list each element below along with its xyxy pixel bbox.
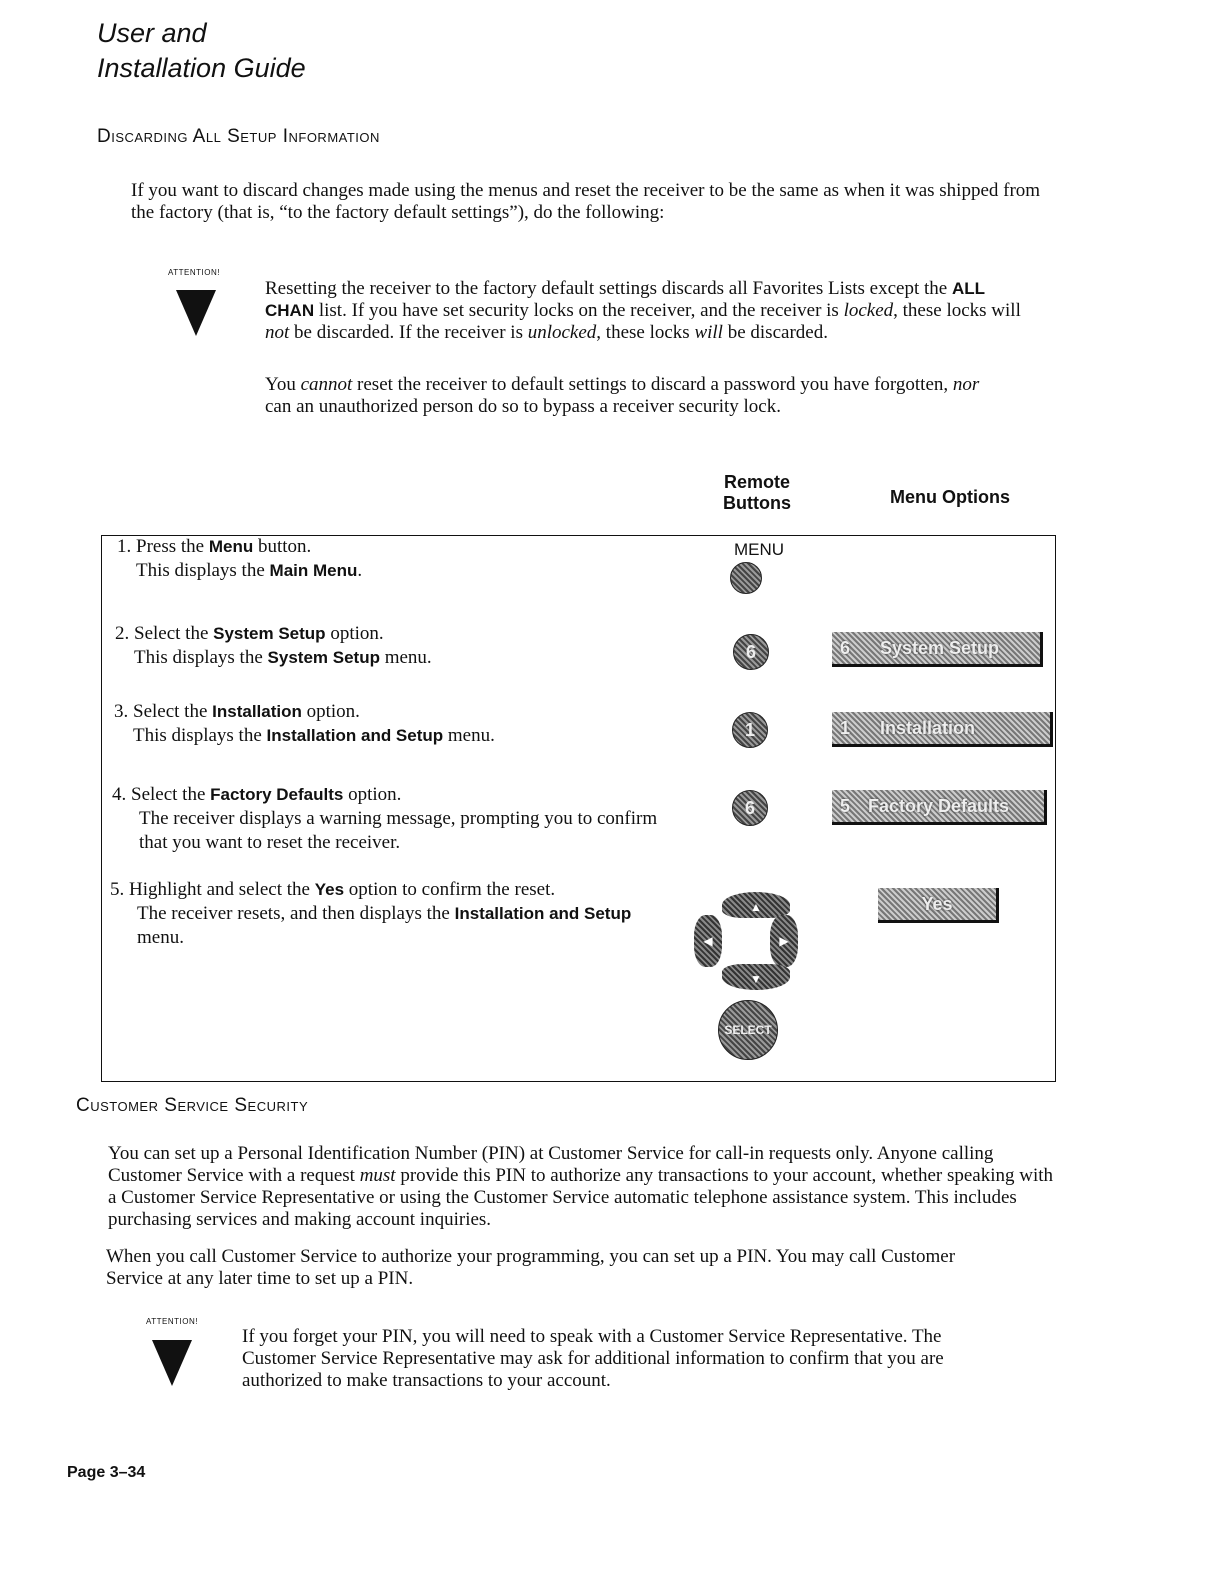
- menu-option-installation[interactable]: 1 Installation: [832, 712, 1053, 747]
- warning-icon: [176, 290, 216, 336]
- remote-button-factory[interactable]: 6: [732, 790, 768, 826]
- arrow-up-button[interactable]: ▲: [722, 892, 790, 918]
- menu-option-yes[interactable]: Yes: [878, 888, 999, 923]
- header-line-2: Installation Guide: [97, 53, 306, 83]
- attention-label: ATTENTION!: [168, 268, 220, 277]
- select-button[interactable]: SELECT: [718, 1000, 778, 1060]
- arrow-down-button[interactable]: ▼: [722, 964, 790, 990]
- menu-button-label: MENU: [734, 540, 785, 559]
- step-3: 3. Select the Installation option. This displays the Installation and Setup menu.: [114, 701, 495, 746]
- cs-paragraph-2: When you call Customer Service to authorize your programming, you can set up a PIN. You may call Customer Service at any later time to set up a PIN.: [106, 1246, 956, 1289]
- attention-text-2: You cannot reset the receiver to default settings to discard a password you have forgotten, nor can an unauthorized person do so to bypass a receiver security lock.: [265, 374, 980, 417]
- remote-button-1[interactable]: 1: [732, 712, 768, 748]
- cs-paragraph-1: You can set up a Personal Identification Number (PIN) at Customer Service for call-in requests only. Anyone calling Customer Service with a request must provide this PIN to authorize any transactions to your account, whether speaking with a Customer Service Representative or using the Customer Service automatic telephone assistance system. This includes purchasing services and making account inquiries.: [108, 1143, 1054, 1230]
- remote-button-6[interactable]: 6: [733, 634, 769, 670]
- step-4: 4. Select the Factory Defaults option. The receiver displays a warning message, prompting you to confirm that you want to reset the receiver.: [112, 784, 658, 853]
- arrow-left-button[interactable]: ◀: [694, 915, 722, 967]
- attention-label-2: ATTENTION!: [146, 1317, 198, 1326]
- warning-icon-2: [152, 1340, 192, 1386]
- step-2: 2. Select the System Setup option. This displays the System Setup menu.: [115, 623, 432, 668]
- menu-option-factory-defaults[interactable]: 5 Factory Defaults: [832, 790, 1047, 825]
- arrow-right-button[interactable]: ▶: [770, 915, 798, 967]
- header-line-1: User and: [97, 18, 207, 48]
- section-title-customer-service: Customer Service Security: [76, 1095, 309, 1116]
- menu-option-system-setup[interactable]: 6 System Setup: [832, 632, 1043, 667]
- cs-attention-text: If you forget your PIN, you will need to speak with a Customer Service Representative. The Customer Service Representative may ask for additional information to confirm that you are authorized to make transactions to your account.: [242, 1326, 944, 1391]
- column-header-remote: Remote Buttons: [723, 472, 791, 513]
- page-number: Page 3–34: [67, 1464, 146, 1481]
- column-header-menu: Menu Options: [890, 487, 1010, 507]
- menu-button[interactable]: [730, 562, 762, 594]
- intro-paragraph: If you want to discard changes made using the menus and reset the receiver to be the same as when it was shipped from the factory (that is, “to the factory default settings”), do the following:: [131, 180, 1041, 223]
- step-5: 5. Highlight and select the Yes option to confirm the reset. The receiver resets, and then displays the Installation and Setup menu.: [110, 879, 632, 948]
- step-1: 1. Press the Menu button. This displays the Main Menu.: [117, 536, 363, 581]
- section-title-discarding: Discarding All Setup Information: [97, 126, 380, 147]
- attention-text-1: Resetting the receiver to the factory default settings discards all Favorites Lists except the ALL CHAN list. If you have set security locks on the receiver, and the receiver is locked, these locks will not be discarded. If the receiver is unlocked, these locks will be discarded.: [265, 278, 1021, 343]
